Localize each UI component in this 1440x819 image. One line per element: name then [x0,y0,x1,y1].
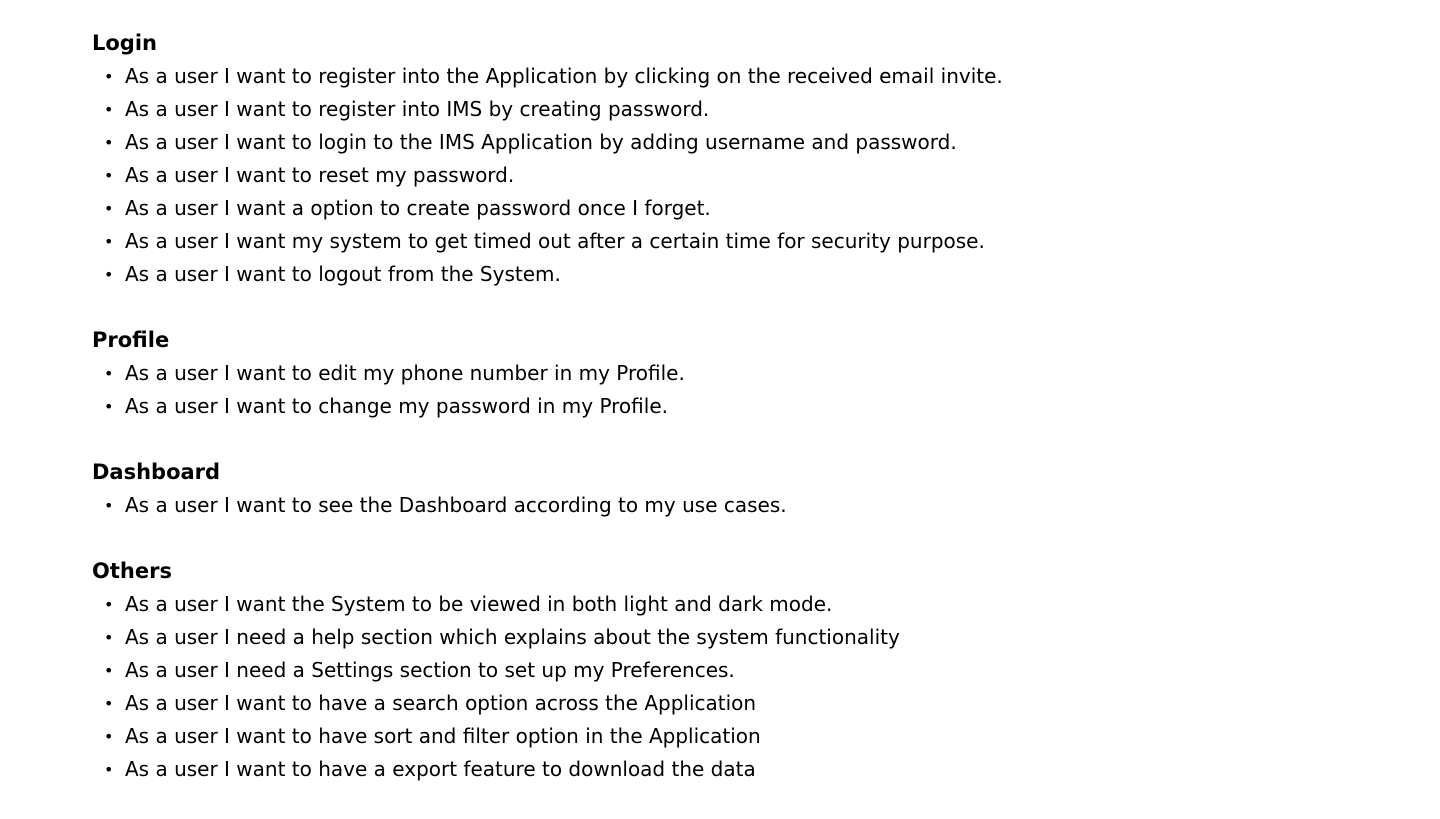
list-item [92,93,1392,126]
bullet-icon: • [104,199,114,218]
bullet-icon: • [104,496,114,515]
list-item [92,159,1392,192]
list-item-text: As a user I want to have a search option across the Application [125,691,757,715]
section-others-list [92,588,1392,786]
bullet-icon: • [104,727,114,746]
list-item [92,687,1392,720]
section-dashboard [92,456,1392,522]
list-item-text: As a user I need a Settings section to set up my Preferences. [125,658,735,682]
section-dashboard-list [92,489,1392,522]
list-item [92,192,1392,225]
list-item [92,357,1392,390]
list-item-text: As a user I want to have a export feature to download the data [125,757,756,781]
list-item [92,126,1392,159]
section-login-list [92,60,1392,291]
bullet-icon: • [104,694,114,713]
list-item [92,225,1392,258]
bullet-icon: • [104,628,114,647]
list-item-text: As a user I need a help section which explains about the system functionality [125,625,900,649]
section-title-dashboard: Dashboard [92,460,221,484]
list-item [92,753,1392,786]
list-item-text: As a user I want to logout from the System. [125,262,561,286]
list-item [92,60,1392,93]
user-stories-document [92,27,1392,819]
bullet-icon: • [104,364,114,383]
bullet-icon: • [104,133,114,152]
section-profile [92,324,1392,423]
section-title-profile: Profile [92,328,170,352]
bullet-icon: • [104,661,114,680]
list-item [92,654,1392,687]
list-item-text: As a user I want to have sort and filter option in the Application [125,724,761,748]
list-item [92,258,1392,291]
section-others [92,555,1392,786]
list-item [92,621,1392,654]
list-item-text: As a user I want my system to get timed out after a certain time for security purpose. [125,229,985,253]
list-item [92,390,1392,423]
bullet-icon: • [104,166,114,185]
list-item-text: As a user I want the System to be viewed in both light and dark mode. [125,592,833,616]
list-item-text: As a user I want to see the Dashboard according to my use cases. [125,493,787,517]
bullet-icon: • [104,67,114,86]
list-item-text: As a user I want to edit my phone number in my Profile. [125,361,685,385]
list-item-text: As a user I want a option to create password once I forget. [125,196,711,220]
list-item-text: As a user I want to login to the IMS Application by adding username and password. [125,130,957,154]
list-item [92,588,1392,621]
bullet-icon: • [104,100,114,119]
bullet-icon: • [104,265,114,284]
bullet-icon: • [104,760,114,779]
list-item [92,720,1392,753]
section-title-others: Others [92,559,172,583]
list-item-text: As a user I want to register into the Application by clicking on the received email invite. [125,64,1003,88]
bullet-icon: • [104,397,114,416]
bullet-icon: • [104,595,114,614]
section-profile-list [92,357,1392,423]
list-item-text: As a user I want to change my password in my Profile. [125,394,668,418]
list-item-text: As a user I want to register into IMS by creating password. [125,97,710,121]
bullet-icon: • [104,232,114,251]
list-item [92,489,1392,522]
section-title-login: Login [92,31,157,55]
list-item-text: As a user I want to reset my password. [125,163,515,187]
section-login [92,27,1392,291]
